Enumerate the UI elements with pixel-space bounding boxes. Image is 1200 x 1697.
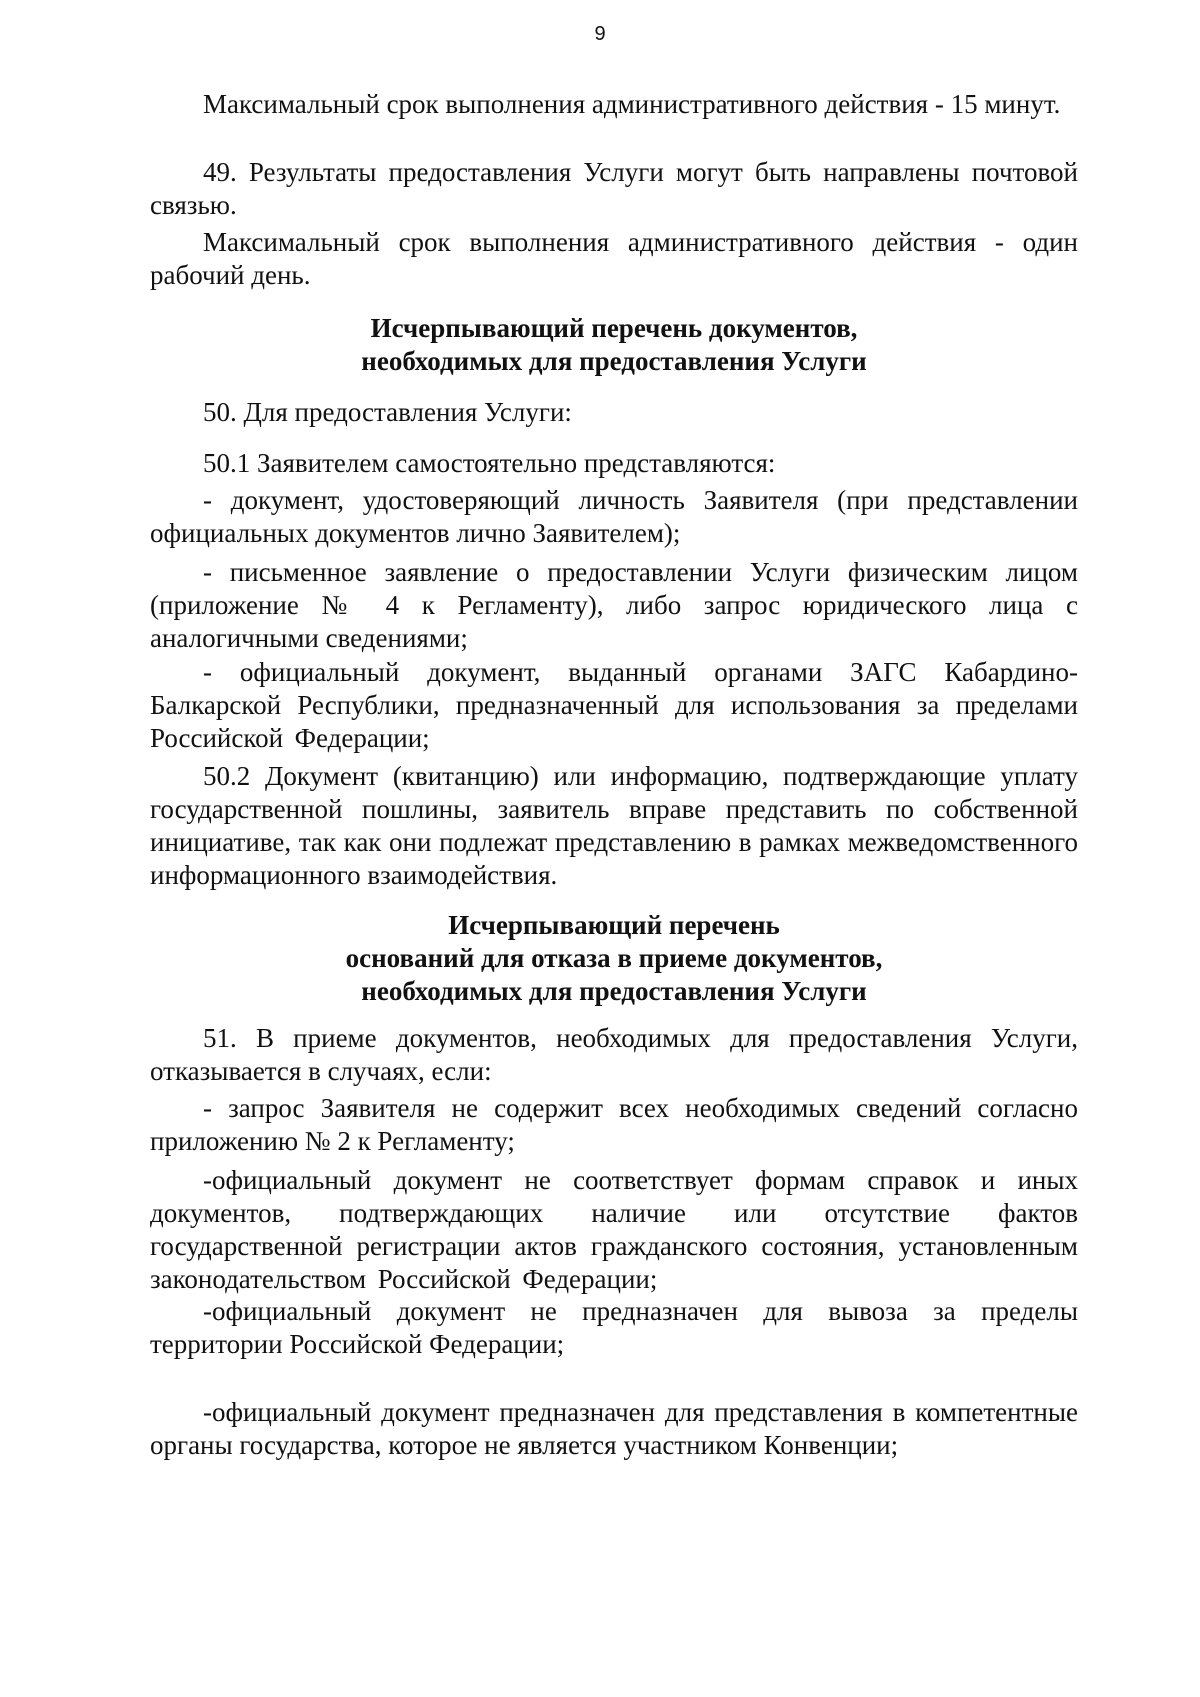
list-item-non-convention-state: -официальный документ предназначен для представления в компетентные органы государства, которое не является участником Конвенции; [150,1397,1078,1460]
paragraph-49: 49. Результаты предоставления Услуги могут быть направлены почтовой связью. [150,157,1078,220]
heading-documents-list [150,312,1078,378]
page-number: 9 [594,23,606,45]
heading-refusal-grounds [150,909,1078,1008]
paragraph-51: 51. В приеме документов, необходимых для предоставления Услуги, отказывается в случаях, если: [150,1023,1078,1086]
paragraph-50: 50. Для предоставления Услуги: [203,397,572,427]
paragraph-max-time-15min: Максимальный срок выполнения административного действия - 15 минут. [203,89,1061,119]
heading-line: Исчерпывающий перечень [448,910,780,940]
heading-line: необходимых для предоставления Услуги [361,976,867,1006]
paragraph-max-time-one-day: Максимальный срок выполнения административного действия - один рабочий день. [150,227,1078,290]
list-item-identity-document: - документ, удостоверяющий личность Заявителя (при представлении официальных документов лично Заявителем); [150,485,1078,548]
list-item-official-document: - официальный документ, выданный органами ЗАГС Кабардино-Балкарской Республики, предназначенный для использования за пределами Российской Федерации; [150,657,1078,753]
list-item-form-mismatch: -официальный документ не соответствует формам справок и иных документов, подтверждающих наличие или отсутствие фактов государственной регистрации актов гражданского состояния, установленным законодательством Российской Федерации; [150,1165,1078,1294]
paragraph-50-2: 50.2 Документ (квитанцию) или информацию, подтверждающие уплату государственной пошлины, заявитель вправе представить по собственной инициативе, так как они подлежат представлению в рамках межведомственного информационного взаимодействия. [150,761,1078,890]
heading-line: Исчерпывающий перечень документов, [370,313,858,343]
heading-line: необходимых для предоставления Услуги [361,346,867,376]
list-item-request-incomplete: - запрос Заявителя не содержит всех необходимых сведений согласно приложению № 2 к Регламенту; [150,1093,1078,1156]
paragraph-50-1: 50.1 Заявителем самостоятельно представляются: [203,448,776,478]
list-item-not-for-export: -официальный документ не предназначен для вывоза за пределы территории Российской Федерации; [150,1296,1078,1359]
list-item-written-application: - письменное заявление о предоставлении Услуги физическим лицом (приложение № 4 к Регламенту), либо запрос юридического лица с аналогичными сведениями; [150,557,1078,653]
heading-line: оснований для отказа в приеме документов, [345,943,883,973]
